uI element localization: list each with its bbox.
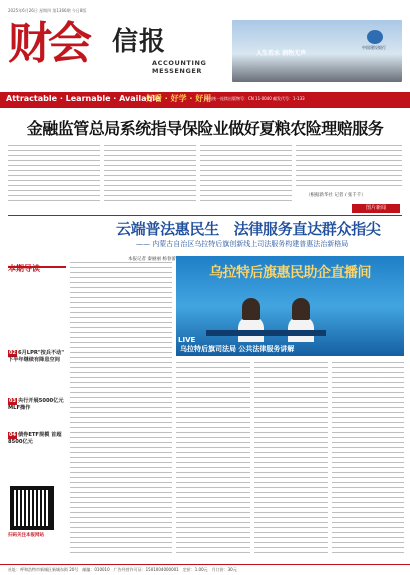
masthead-title-big: 财会 [8,18,88,69]
masthead [0,0,410,92]
tagline-english: Attractable · Learnable · Available [6,94,161,103]
bank-logo-icon [367,30,383,44]
masthead-english-line: MESSENGER [152,67,203,75]
feature-photo[interactable] [176,256,404,356]
guide-item-num: 03 [9,398,16,404]
masthead-english [152,59,206,75]
photo-title: 乌拉特后旗惠民助企直播间 [209,265,371,281]
masthead-english-line: ACCOUNTING [152,59,207,67]
presenter-left-head [242,298,260,320]
lead-body-col-1 [8,145,100,205]
guide-item[interactable] [8,398,66,412]
guide-item[interactable] [8,350,66,364]
feature-headline[interactable]: 云端普法惠民生 法律服务直达群众指尖 [116,220,381,238]
qr-caption: 扫码关注本报网站 [8,533,44,538]
qr-code-icon[interactable] [10,486,54,530]
guide-item-text: 央行开展5000亿元 MLF操作 [8,398,64,411]
presenter-right-head [292,298,310,320]
feature-body-col-1 [70,262,172,554]
divider [8,215,402,216]
feature-subheadline: —— 内蒙古自治区乌拉特后旗创新线上司法服务构建普惠法治新格局 [136,240,349,248]
tagline-chinese: 好看 · 好学 · 好用 [146,94,212,103]
tagline-info: 国内统一连续出版物号：CN 11-0040 邮发代号：1-133 [204,96,305,101]
guide-item[interactable] [8,432,66,446]
lead-byline: （根据新华社 记者 / 张千千） [306,193,366,198]
guide-item-num: 02 [9,350,16,356]
ad-bank-name: 中国建设银行 [362,45,386,50]
feature-body-col-3 [254,362,328,554]
lead-body-col-3 [200,145,292,205]
lead-body-col-2 [104,145,196,205]
photo-caption: 乌拉特后旗司法局 公共法律服务讲解 [180,345,295,353]
feature-body-col-2 [176,362,250,554]
guide-item-num: 04 [9,432,16,438]
dateline: 2025年6月26日 星期四 第1366期 今日8版 [8,8,87,13]
feature-author: 本报记者 秦丽丽 杨春蕾 [128,257,176,262]
tagline-bar [0,92,410,106]
guide-item-text: 6月LPR"按兵不动" 下半年继续有降息空间 [8,350,65,363]
divider [0,106,410,108]
feature-body-col-4 [332,362,404,554]
sidebar-title [8,256,66,273]
sidebar-title-text: 本期导读 [8,264,40,273]
footer: 社址：呼和浩特市新城区新城东街 20号 邮编：010010 广告经营许可证：1501004000001 定价：1.00元 月订价：30元 [0,564,410,575]
section-tag: 图片新闻 [352,204,400,213]
live-label: LIVE [178,336,196,344]
lead-headline[interactable]: 金融监管总局系统指导保险业做好夏粮农险理赔服务 [26,119,384,138]
ad-slogan: 人生若水 润物无声 [256,50,307,57]
presenter-desk [206,330,326,336]
lead-body-col-4 [296,145,402,189]
masthead-title-small: 信报 [112,27,167,57]
guide-item-text: 债券ETF规模 首超8500亿元 [8,432,62,445]
